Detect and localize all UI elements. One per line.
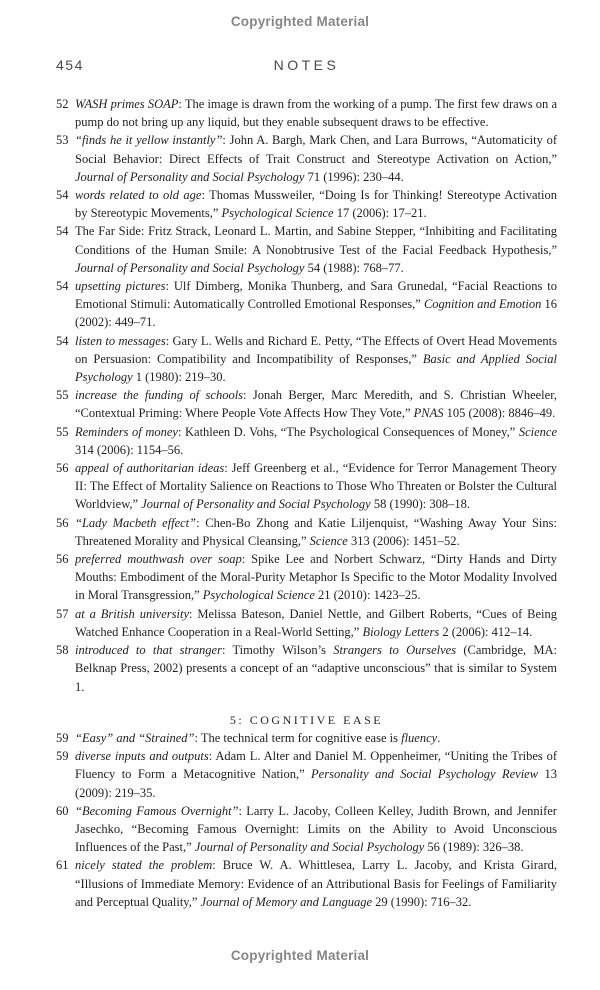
note-number: 56 xyxy=(56,461,69,476)
note-text: diverse inputs and outputs: Adam L. Alter and Daniel M. Oppenheimer, “Uniting the Tribes of Fluency to Form a Metacognitive Nation,” Personality and Social Psychology Review 13 (2009): 219–35. xyxy=(75,749,557,800)
note-text: appeal of authoritarian ideas: Jeff Greenberg et al., “Evidence for Terror Management Theory II: The Effect of Mortality Salience on Reactions to Those Who Threaten or Bolster the Cultural Worldview,” Journal of Personality and Social Psychology 58 (1990): 308–18. xyxy=(75,461,557,512)
copyright-watermark-bottom: Copyrighted Material xyxy=(230,948,370,963)
note-text: upsetting pictures: Ulf Dimberg, Monika Thunberg, and Sara Grunedal, “Facial Reactions to Emotional Stimuli: Automatically Controlled Emotional Responses,” Cognition and Emotion 16 (2002): 449–71. xyxy=(75,279,558,330)
note-entry xyxy=(56,459,557,514)
note-entry xyxy=(56,550,557,605)
note-number: 60 xyxy=(56,803,69,818)
note-number: 59 xyxy=(56,730,69,745)
note-text: preferred mouthwash over soap: Spike Lee and Norbert Schwarz, “Dirty Hands and Dirty Mouths: Embodiment of the Moral-Purity Metaphor Is Specific to the Motor Modality Involved in Moral Transgression,” Psychological Science 21 (2010): 1423–25. xyxy=(75,552,557,603)
note-number: 55 xyxy=(56,388,69,403)
note-entry xyxy=(56,729,557,747)
page-header xyxy=(56,57,557,75)
note-entry xyxy=(56,222,557,277)
note-entry xyxy=(56,514,557,550)
note-entry xyxy=(56,131,557,186)
note-entry xyxy=(56,423,557,459)
note-entry xyxy=(56,856,557,911)
note-number: 59 xyxy=(56,749,69,764)
notes-list xyxy=(56,95,557,911)
note-number: 52 xyxy=(56,97,69,111)
note-entry xyxy=(56,95,557,131)
note-number: 54 xyxy=(56,333,69,348)
note-number: 54 xyxy=(56,279,69,294)
note-number: 55 xyxy=(56,424,69,439)
note-entry xyxy=(56,186,557,222)
note-number: 56 xyxy=(56,515,69,530)
note-text: Reminders of money: Kathleen D. Vohs, “The Psychological Consequences of Money,” Science 314 (2006): 1154–56. xyxy=(75,424,557,457)
section-heading: 5: COGNITIVE EASE xyxy=(229,712,384,727)
note-text: increase the funding of schools: Jonah Berger, Marc Meredith, and S. Christian Wheeler, “Contextual Priming: Where People Vote Affects How They Vote,” PNAS 105 (2008): 8846–49. xyxy=(75,388,557,421)
note-text: at a British university: Melissa Bateson, Daniel Nettle, and Gilbert Roberts, “Cues of Being Watched Enhance Cooperation in a Real-World Setting,” Biology Letters 2 (2006): 412–14. xyxy=(75,606,557,639)
note-text: listen to messages: Gary L. Wells and Richard E. Petty, “The Effects of Overt Head Movements on Persuasion: Compatibility and Incompatibility of Responses,” Basic and Applied Social Psychology 1 (1980): 219–30. xyxy=(75,333,557,385)
note-text: “finds he it yellow instantly”: John A. Bargh, Mark Chen, and Lara Burrows, “Automaticity of Social Behavior: Direct Effects of Trait Construct and Stereotype Activation on Action,” Journal of Personality and Social Psychology 71 (1996): 230–44. xyxy=(75,133,557,184)
note-entry xyxy=(56,802,557,857)
note-number: 57 xyxy=(56,606,69,621)
note-entry xyxy=(56,332,557,387)
note-number: 61 xyxy=(56,858,69,873)
note-text: “Becoming Famous Overnight”: Larry L. Jacoby, Colleen Kelley, Judith Brown, and Jennifer Jasechko, “Becoming Famous Overnight: Limits on the Ability to Avoid Unconscious Influences of the Past,” Journal of Personality and Social Psychology 56 (1989): 326–38. xyxy=(75,803,557,855)
note-entry xyxy=(56,747,557,802)
note-number: 54 xyxy=(56,224,69,239)
note-text: “Lady Macbeth effect”: Chen-Bo Zhong and Katie Liljenquist, “Washing Away Your Sins: Threatened Morality and Physical Cleansing,” Science 313 (2006): 1451–52. xyxy=(75,515,557,548)
page-number: 454 xyxy=(56,57,84,73)
note-text: nicely stated the problem: Bruce W. A. Whittlesea, Larry L. Jacoby, and Krista Girard, “Illusions of Immediate Memory: Evidence of an Attributional Basis for Feelings of Familiarity and Perceptual Quality,” Journal of Memory and Language 29 (1990): 716–32. xyxy=(75,858,557,909)
note-number: 58 xyxy=(56,643,69,658)
note-number: 54 xyxy=(56,188,69,203)
note-entry xyxy=(56,277,557,332)
note-number: 56 xyxy=(56,552,69,567)
note-text: introduced to that stranger: Timothy Wilson’s Strangers to Ourselves (Cambridge, MA: Belknap Press, 2002) presents a concept of an “adaptive unconscious” that is similar to System 1. xyxy=(75,643,558,694)
copyright-watermark-top: Copyrighted Material xyxy=(230,14,370,29)
note-text: words related to old age: Thomas Mussweiler, “Doing Is for Thinking! Stereotype Activation by Stereotypic Movements,” Psychological Science 17 (2006): 17–21. xyxy=(75,188,557,221)
note-text: WASH primes SOAP: The image is drawn from the working of a pump. The first few draws on a pump do not bring up any liquid, but they enable subsequent draws to be effective. xyxy=(75,97,557,130)
note-entry xyxy=(56,641,557,696)
note-text: The Far Side: Fritz Strack, Leonard L. Martin, and Sabine Stepper, “Inhibiting and Facilitating Conditions of the Human Smile: A Nonobtrusive Test of the Facial Feedback Hypothesis,” Journal of Personality and Social Psychology 54 (1988): 768–77. xyxy=(75,224,557,275)
note-text: “Easy” and “Strained”: The technical term for cognitive ease is fluency. xyxy=(75,730,441,745)
note-entry xyxy=(56,605,557,641)
note-entry xyxy=(56,386,557,422)
note-number: 53 xyxy=(56,133,69,148)
running-head-title: NOTES xyxy=(273,57,340,73)
